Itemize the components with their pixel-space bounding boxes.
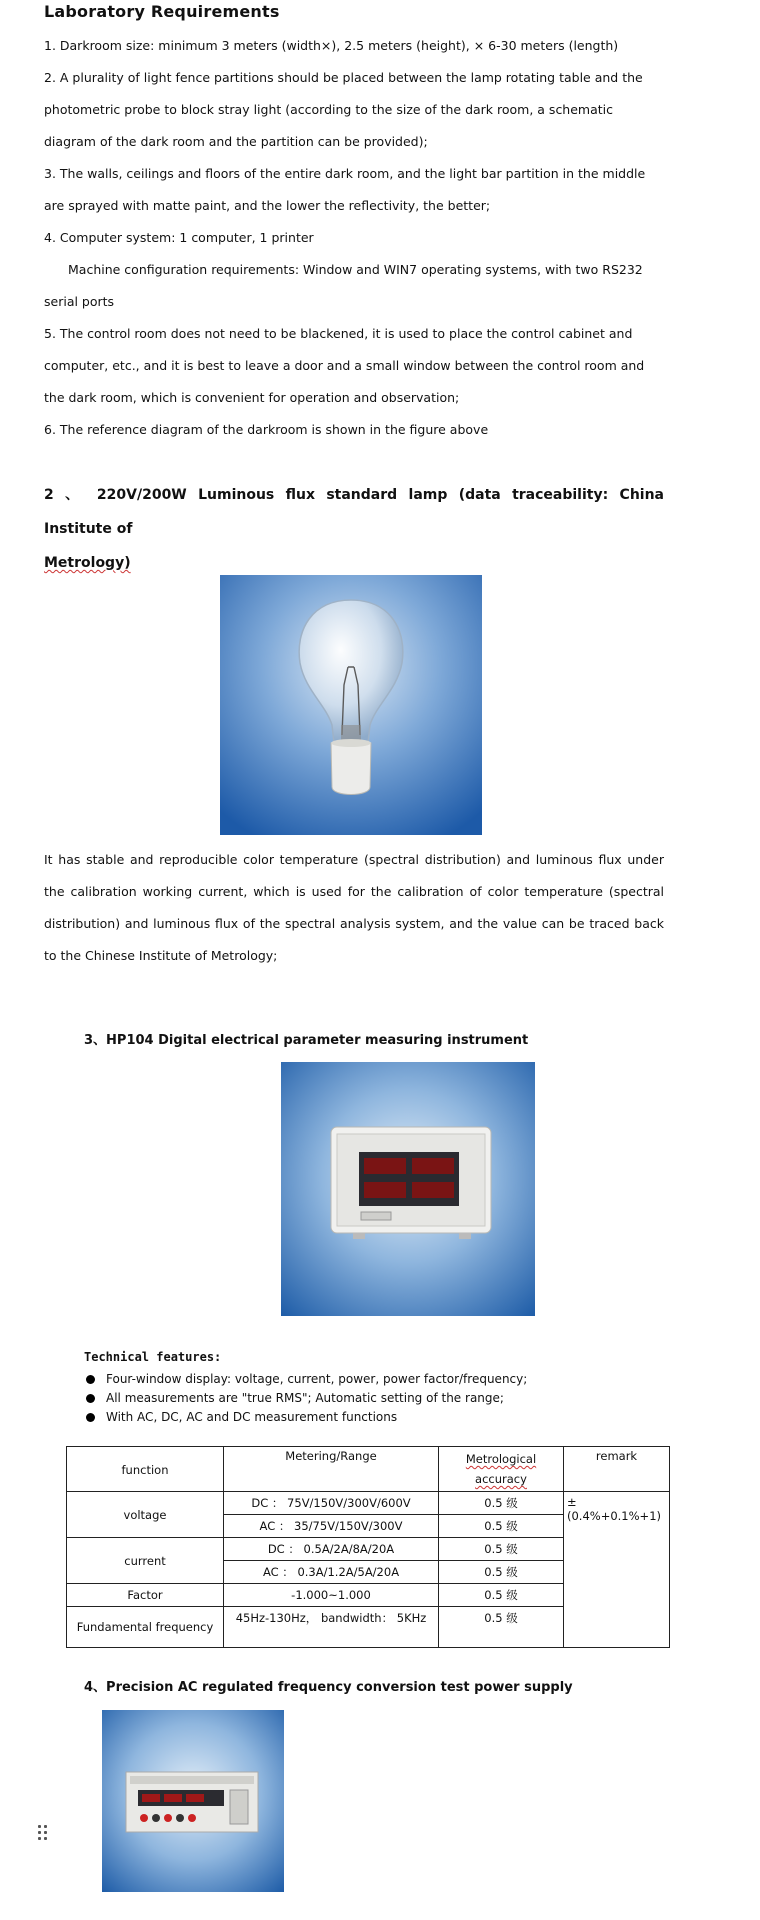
standard-lamp-description: It has stable and reproducible color temperature (spectral distribution) and luminous flux under the calibration working current, which is used for the calibration of color temperature (spectral distribution) and luminous flux of the spectral analysis system, and the value can be traced back to the Chinese Institute of Metrology; [44, 852, 664, 963]
cell-accuracy: 0.5 级 [439, 1584, 564, 1607]
cell-function: Fundamental frequency [67, 1607, 224, 1648]
cell-accuracy: 0.5 级 [439, 1492, 564, 1515]
lab-requirements-title: Laboratory Requirements [44, 2, 280, 21]
section-2-heading [44, 478, 664, 580]
feature-item: With AC, DC, AC and DC measurement functions [84, 1408, 527, 1427]
power-supply-photo [102, 1710, 284, 1892]
req-line: computer, etc., and it is best to leave a door and a small window between the control room and [44, 358, 645, 373]
meter-device-icon [281, 1062, 535, 1316]
cell-range: 45Hz-130Hz， bandwidth： 5KHz [224, 1607, 439, 1648]
technical-features-list [84, 1370, 527, 1427]
cell-range: -1.000~1.000 [224, 1584, 439, 1607]
req-line: serial ports [44, 294, 115, 309]
cell-range: AC ： 0.3A/1.2A/5A/20A [224, 1561, 439, 1584]
technical-features-title: Technical features: [84, 1350, 222, 1364]
section-2-heading-line2: Metrology) [44, 555, 131, 571]
light-bulb-icon [220, 575, 482, 835]
req-line: 4. Computer system: 1 computer, 1 printer [44, 230, 314, 245]
drag-handle-icon[interactable] [38, 1825, 50, 1843]
req-line: photometric probe to block stray light (according to the size of the dark room, a schematic [44, 102, 614, 117]
feature-item: Four-window display: voltage, current, power, power factor/frequency; [84, 1370, 527, 1389]
req-line: Machine configuration requirements: Window and WIN7 operating systems, with two RS232 [68, 262, 643, 277]
header-accuracy-text: Metrological accuracy [465, 1452, 537, 1486]
header-remark: remark [564, 1447, 670, 1492]
cell-accuracy: 0.5 级 [439, 1538, 564, 1561]
section-4-heading: 4、Precision AC regulated frequency conversion test power supply [84, 1680, 573, 1695]
cell-accuracy: 0.5 级 [439, 1515, 564, 1538]
header-accuracy [439, 1447, 564, 1492]
header-range: Metering/Range [224, 1447, 439, 1492]
feature-item: All measurements are "true RMS"; Automatic setting of the range; [84, 1389, 527, 1408]
req-line: 2. A plurality of light fence partitions should be placed between the lamp rotating table and the [44, 70, 643, 85]
req-line: 3. The walls, ceilings and floors of the entire dark room, and the light bar partition in the middle [44, 166, 646, 181]
cell-accuracy: 0.5 级 [439, 1561, 564, 1584]
cell-range: DC ： 0.5A/2A/8A/20A [224, 1538, 439, 1561]
req-line: diagram of the dark room and the partition can be provided); [44, 134, 428, 149]
req-line: 6. The reference diagram of the darkroom is shown in the figure above [44, 422, 489, 437]
cell-accuracy: 0.5 级 [439, 1607, 564, 1648]
cell-remark: ± (0.4%+0.1%+1) [564, 1492, 670, 1648]
req-line: are sprayed with matte paint, and the lower the reflectivity, the better; [44, 198, 491, 213]
cell-function: current [67, 1538, 224, 1584]
table-header-row [67, 1447, 670, 1492]
req-line: 5. The control room does not need to be blackened, it is used to place the control cabinet and [44, 326, 633, 341]
cell-range: AC ： 35/75V/150V/300V [224, 1515, 439, 1538]
section-3-heading: 3、HP104 Digital electrical parameter measuring instrument [84, 1033, 529, 1048]
power-supply-icon [102, 1710, 284, 1892]
req-line: 1. Darkroom size: minimum 3 meters (width×), 2.5 meters (height), × 6-30 meters (length) [44, 38, 619, 53]
lab-requirements-list [44, 30, 664, 446]
table-row [67, 1492, 670, 1515]
cell-function: Factor [67, 1584, 224, 1607]
section-2-heading-line1: 2 、 220V/200W Luminous flux standard lamp (data traceability: China Institute of [44, 487, 664, 537]
measuring-instrument-photo [281, 1062, 535, 1316]
cell-function: voltage [67, 1492, 224, 1538]
standard-lamp-photo [220, 575, 482, 835]
req-line: the dark room, which is convenient for operation and observation; [44, 390, 460, 405]
header-function: function [67, 1447, 224, 1492]
spec-table [66, 1446, 670, 1648]
cell-range: DC ： 75V/150V/300V/600V [224, 1492, 439, 1515]
